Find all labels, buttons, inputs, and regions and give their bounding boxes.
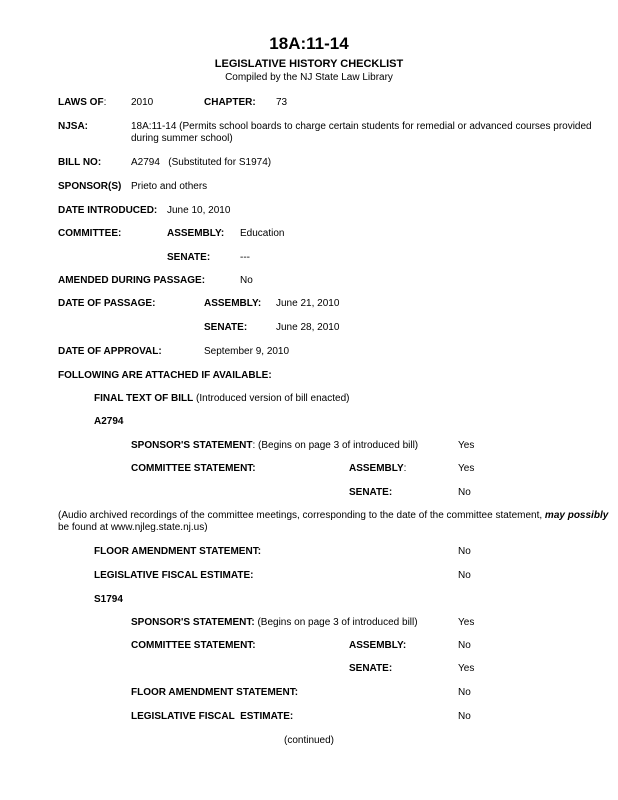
page-title: 18A:11-14 <box>269 34 349 53</box>
passage-senate-value: June 28, 2010 <box>276 322 340 333</box>
s1794-fiscal-estimate-label: LEGISLATIVE FISCAL ESTIMATE: <box>131 711 294 722</box>
s1794-senate-value: Yes <box>458 663 475 674</box>
committee-label: COMMITTEE: <box>58 228 122 239</box>
a2794-assembly-label: ASSEMBLY: <box>349 463 407 474</box>
s1794-sponsor-statement: SPONSOR'S STATEMENT: (Begins on page 3 of introduced bill) <box>131 617 418 628</box>
passage-senate-label: SENATE: <box>204 322 248 333</box>
date-introduced-value: June 10, 2010 <box>167 205 231 216</box>
committee-senate-label: SENATE: <box>167 252 211 263</box>
s1794-senate-label: SENATE: <box>349 663 393 674</box>
amended-label: AMENDED DURING PASSAGE: <box>58 275 206 286</box>
s1794-assembly-value: No <box>458 640 471 651</box>
bill-no-value: A2794 (Substituted for S1974) <box>131 157 272 168</box>
continued-note: (continued) <box>283 735 335 746</box>
chapter-label: CHAPTER: <box>204 97 256 108</box>
compiled-by-line: Compiled by the NJ State Law Library <box>225 72 393 83</box>
bill-no-label: BILL NO: <box>58 157 102 168</box>
s1794-committee-statement-label: COMMITTEE STATEMENT: <box>131 640 256 651</box>
date-of-passage-label: DATE OF PASSAGE: <box>58 298 156 309</box>
date-of-approval-label: DATE OF APPROVAL: <box>58 346 162 357</box>
njsa-label: NJSA: <box>58 121 89 132</box>
committee-assembly-value: Education <box>240 228 285 239</box>
njsa-value-line2: during summer school) <box>131 133 233 144</box>
bill-a2794-heading: A2794 <box>94 416 124 427</box>
s1794-floor-amendment-label: FLOOR AMENDMENT STATEMENT: <box>131 687 299 698</box>
floor-amendment-label: FLOOR AMENDMENT STATEMENT: <box>94 546 262 557</box>
fiscal-estimate-value: No <box>458 570 471 581</box>
a2794-committee-statement-label: COMMITTEE STATEMENT: <box>131 463 256 474</box>
passage-assembly-value: June 21, 2010 <box>276 298 340 309</box>
chapter-value: 73 <box>276 97 288 108</box>
a2794-senate-label: SENATE: <box>349 487 393 498</box>
a2794-senate-value: No <box>458 487 471 498</box>
document-subtitle: LEGISLATIVE HISTORY CHECKLIST <box>214 58 404 70</box>
a2794-sponsor-statement: SPONSOR'S STATEMENT: (Begins on page 3 of introduced bill) <box>131 440 419 451</box>
sponsor-label: SPONSOR(S) <box>58 181 122 192</box>
s1794-sponsor-statement-value: Yes <box>458 617 475 628</box>
final-text-of-bill: FINAL TEXT OF BILL (Introduced version of bill enacted) <box>94 393 350 404</box>
attached-heading: FOLLOWING ARE ATTACHED IF AVAILABLE: <box>58 370 272 381</box>
a2794-sponsor-statement-value: Yes <box>458 440 475 451</box>
fiscal-estimate-label: LEGISLATIVE FISCAL ESTIMATE: <box>94 570 254 581</box>
date-introduced-label: DATE INTRODUCED: <box>58 205 158 216</box>
s1794-floor-amendment-value: No <box>458 687 471 698</box>
committee-assembly-label: ASSEMBLY: <box>167 228 225 239</box>
amended-value: No <box>240 275 253 286</box>
s1794-fiscal-estimate-value: No <box>458 711 471 722</box>
committee-senate-value: --- <box>240 252 250 263</box>
date-of-approval-value: September 9, 2010 <box>204 346 290 357</box>
bill-s1794-heading: S1794 <box>94 594 123 605</box>
a2794-assembly-value: Yes <box>458 463 475 474</box>
njsa-value-line1: 18A:11-14 (Permits school boards to charge certain students for remedial or advanced courses provided <box>131 121 592 132</box>
passage-assembly-label: ASSEMBLY: <box>204 298 262 309</box>
floor-amendment-value: No <box>458 546 471 557</box>
sponsor-value: Prieto and others <box>131 181 208 192</box>
audio-note-line1: (Audio archived recordings of the committee meetings, corresponding to the date of the committee statement, may possibly <box>58 510 609 521</box>
audio-note-line2: be found at www.njleg.state.nj.us) <box>58 522 208 533</box>
laws-of-label: LAWS OF: <box>58 97 107 108</box>
s1794-assembly-label: ASSEMBLY: <box>349 640 407 651</box>
laws-of-value: 2010 <box>131 97 154 108</box>
